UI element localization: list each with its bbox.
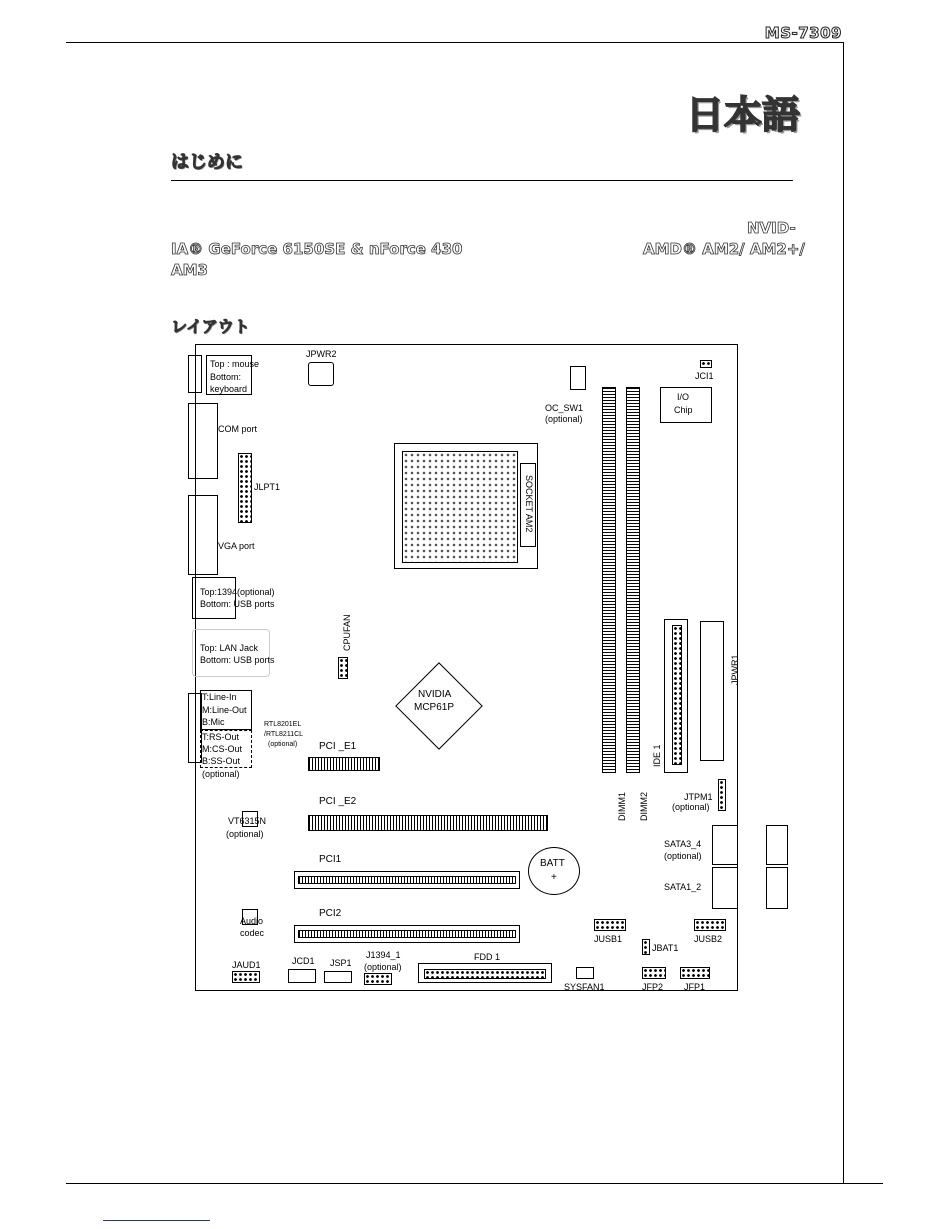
audio-label-2: M:Line-Out (202, 705, 247, 715)
j1394-optional: (optional) (364, 962, 402, 972)
jtpm1-header (718, 779, 726, 811)
audio-label-3: B:Mic (202, 717, 225, 727)
jcd1-connector (288, 969, 316, 983)
jfp1-header (680, 967, 710, 979)
sata3-4-port (712, 825, 738, 865)
jusb2-label: JUSB2 (694, 934, 723, 944)
pci-e2-label: PCI _E2 (319, 796, 357, 807)
dimm1-slot (602, 387, 616, 773)
jci1-header (700, 360, 712, 368)
audio-optional-label: (optional) (202, 769, 240, 779)
jusb2-header (694, 919, 726, 931)
dimm2-slot (626, 387, 640, 773)
vga-connector (188, 495, 218, 575)
ps2-label-3: keyboard (210, 384, 248, 394)
com-connector (188, 403, 218, 479)
nvidia-label-1: NVIDIA (418, 689, 452, 700)
socket-label: SOCKET AM2 (524, 475, 534, 533)
audio-label-6: B:SS-Out (202, 756, 241, 766)
jfp2-label: JFP2 (642, 982, 664, 992)
nvidia-label-2: MCP61P (414, 702, 455, 713)
pci-e2-slot (308, 815, 548, 831)
intro-heading-rule (171, 180, 793, 181)
footer-rule (66, 1183, 883, 1184)
oc-sw1-label: OC_SW1 (545, 403, 584, 413)
intro-line3: AM3 (171, 261, 208, 279)
rtl-label-3: (optional) (268, 741, 298, 748)
sata3-4-label: SATA3_4 (664, 839, 702, 849)
ps2-label-2: Bottom: (210, 372, 242, 382)
jpwr2-label: JPWR2 (306, 349, 337, 359)
footer-link-underline (103, 1220, 210, 1221)
pci-e1-slot (308, 757, 380, 771)
sata1-2-port-ext (766, 867, 788, 909)
battery (528, 847, 580, 895)
audio-label-1: T:Line-In (202, 692, 237, 702)
pci2-slot-pins (298, 930, 516, 938)
language-title: 日本語 (685, 93, 800, 137)
battery-label: BATT (540, 858, 565, 869)
jci1-label: JCI1 (695, 371, 714, 381)
layout-heading: レイアウト (171, 317, 250, 336)
header-rule (66, 42, 844, 43)
jtpm1-label: JTPM1 (684, 792, 713, 802)
intro-line2-left: IA® GeForce 6150SE & nForce 430 (171, 240, 463, 258)
jusb1-header (594, 919, 626, 931)
jpwr2-connector (308, 362, 334, 386)
vga-port-label: VGA port (218, 541, 255, 551)
motherboard-diagram (195, 344, 738, 991)
ps2-label-1: Top : mouse (210, 359, 260, 369)
jsp1-connector (324, 971, 352, 983)
io-chip-label-2: Chip (674, 405, 693, 415)
audio-label-4: T:RS-Out (202, 732, 240, 742)
ide1-pins (672, 625, 682, 765)
jaud1-label: JAUD1 (232, 960, 261, 970)
jlpt1-label: JLPT1 (254, 482, 281, 492)
cpufan-header (338, 657, 348, 679)
cpu-socket-pins (402, 451, 518, 563)
sata3-4-port-ext (766, 825, 788, 865)
sata1-2-port (712, 867, 738, 909)
fdd1-pins (424, 969, 546, 979)
vt6315n-label-2: (optional) (226, 829, 264, 839)
oc-sw1-optional: (optional) (545, 414, 583, 424)
jfp1-label: JFP1 (684, 982, 706, 992)
jsp1-label: JSP1 (330, 958, 352, 968)
oc-sw1-switch (570, 366, 586, 390)
jusb1-label: JUSB1 (594, 934, 623, 944)
jaud1-header (232, 971, 260, 983)
intro-line2-right: AMD® AM2/ AM2+/ (643, 240, 805, 258)
intro-line1-right: NVID- (747, 219, 796, 237)
fdd1-label: FDD 1 (474, 952, 501, 962)
jcd1-label: JCD1 (292, 956, 315, 966)
pci-e1-label: PCI _E1 (319, 741, 357, 752)
sata1-2-label: SATA1_2 (664, 882, 702, 892)
vt6315n-label-1: VT6315N (228, 816, 267, 826)
jfp2-header (642, 967, 666, 979)
battery-plus: + (551, 872, 557, 883)
lan-label-2: Bottom: USB ports (200, 655, 275, 665)
sysfan1-connector (576, 967, 594, 979)
dimm2-label: DIMM2 (639, 792, 649, 821)
right-margin-rule (843, 42, 844, 1184)
jpwr1-label: JPWR1 (730, 654, 740, 685)
j1394-label: J1394_1 (366, 950, 401, 960)
com-port-label: COM port (218, 424, 258, 434)
rtl-label-2: /RTL8211CL (264, 731, 304, 738)
audio-codec-label-2: codec (240, 928, 265, 938)
audio-label-5: M:CS-Out (202, 744, 243, 754)
intro-heading: はじめに (171, 152, 243, 173)
io-chip-label-1: I/O (677, 392, 690, 402)
pci1-label: PCI1 (319, 854, 342, 865)
audio-codec-label-1: Audio (240, 916, 264, 926)
lan-label-1: Top: LAN Jack (200, 643, 259, 653)
usb1394-label-1: Top:1394(optional) (200, 587, 275, 597)
jlpt1-header (238, 453, 252, 523)
ide1-label: IDE 1 (652, 744, 662, 767)
sysfan1-label: SYSFAN1 (564, 982, 605, 992)
jbat1-header (642, 939, 650, 955)
usb1394-label-2: Bottom: USB ports (200, 599, 275, 609)
jtpm1-optional: (optional) (672, 802, 710, 812)
jpwr1-connector (700, 621, 724, 761)
dimm1-label: DIMM1 (617, 792, 627, 821)
j1394-header (364, 973, 392, 985)
pci2-label: PCI2 (319, 908, 342, 919)
ps2-connector (188, 355, 202, 393)
cpufan-label: CPUFAN (342, 614, 352, 651)
pci1-slot-pins (298, 876, 516, 884)
rtl-label-1: RTL8201EL (264, 721, 302, 728)
jbat1-label: JBAT1 (652, 943, 679, 953)
sata3-4-optional: (optional) (664, 851, 702, 861)
model-number: MS-7309 (764, 24, 842, 42)
